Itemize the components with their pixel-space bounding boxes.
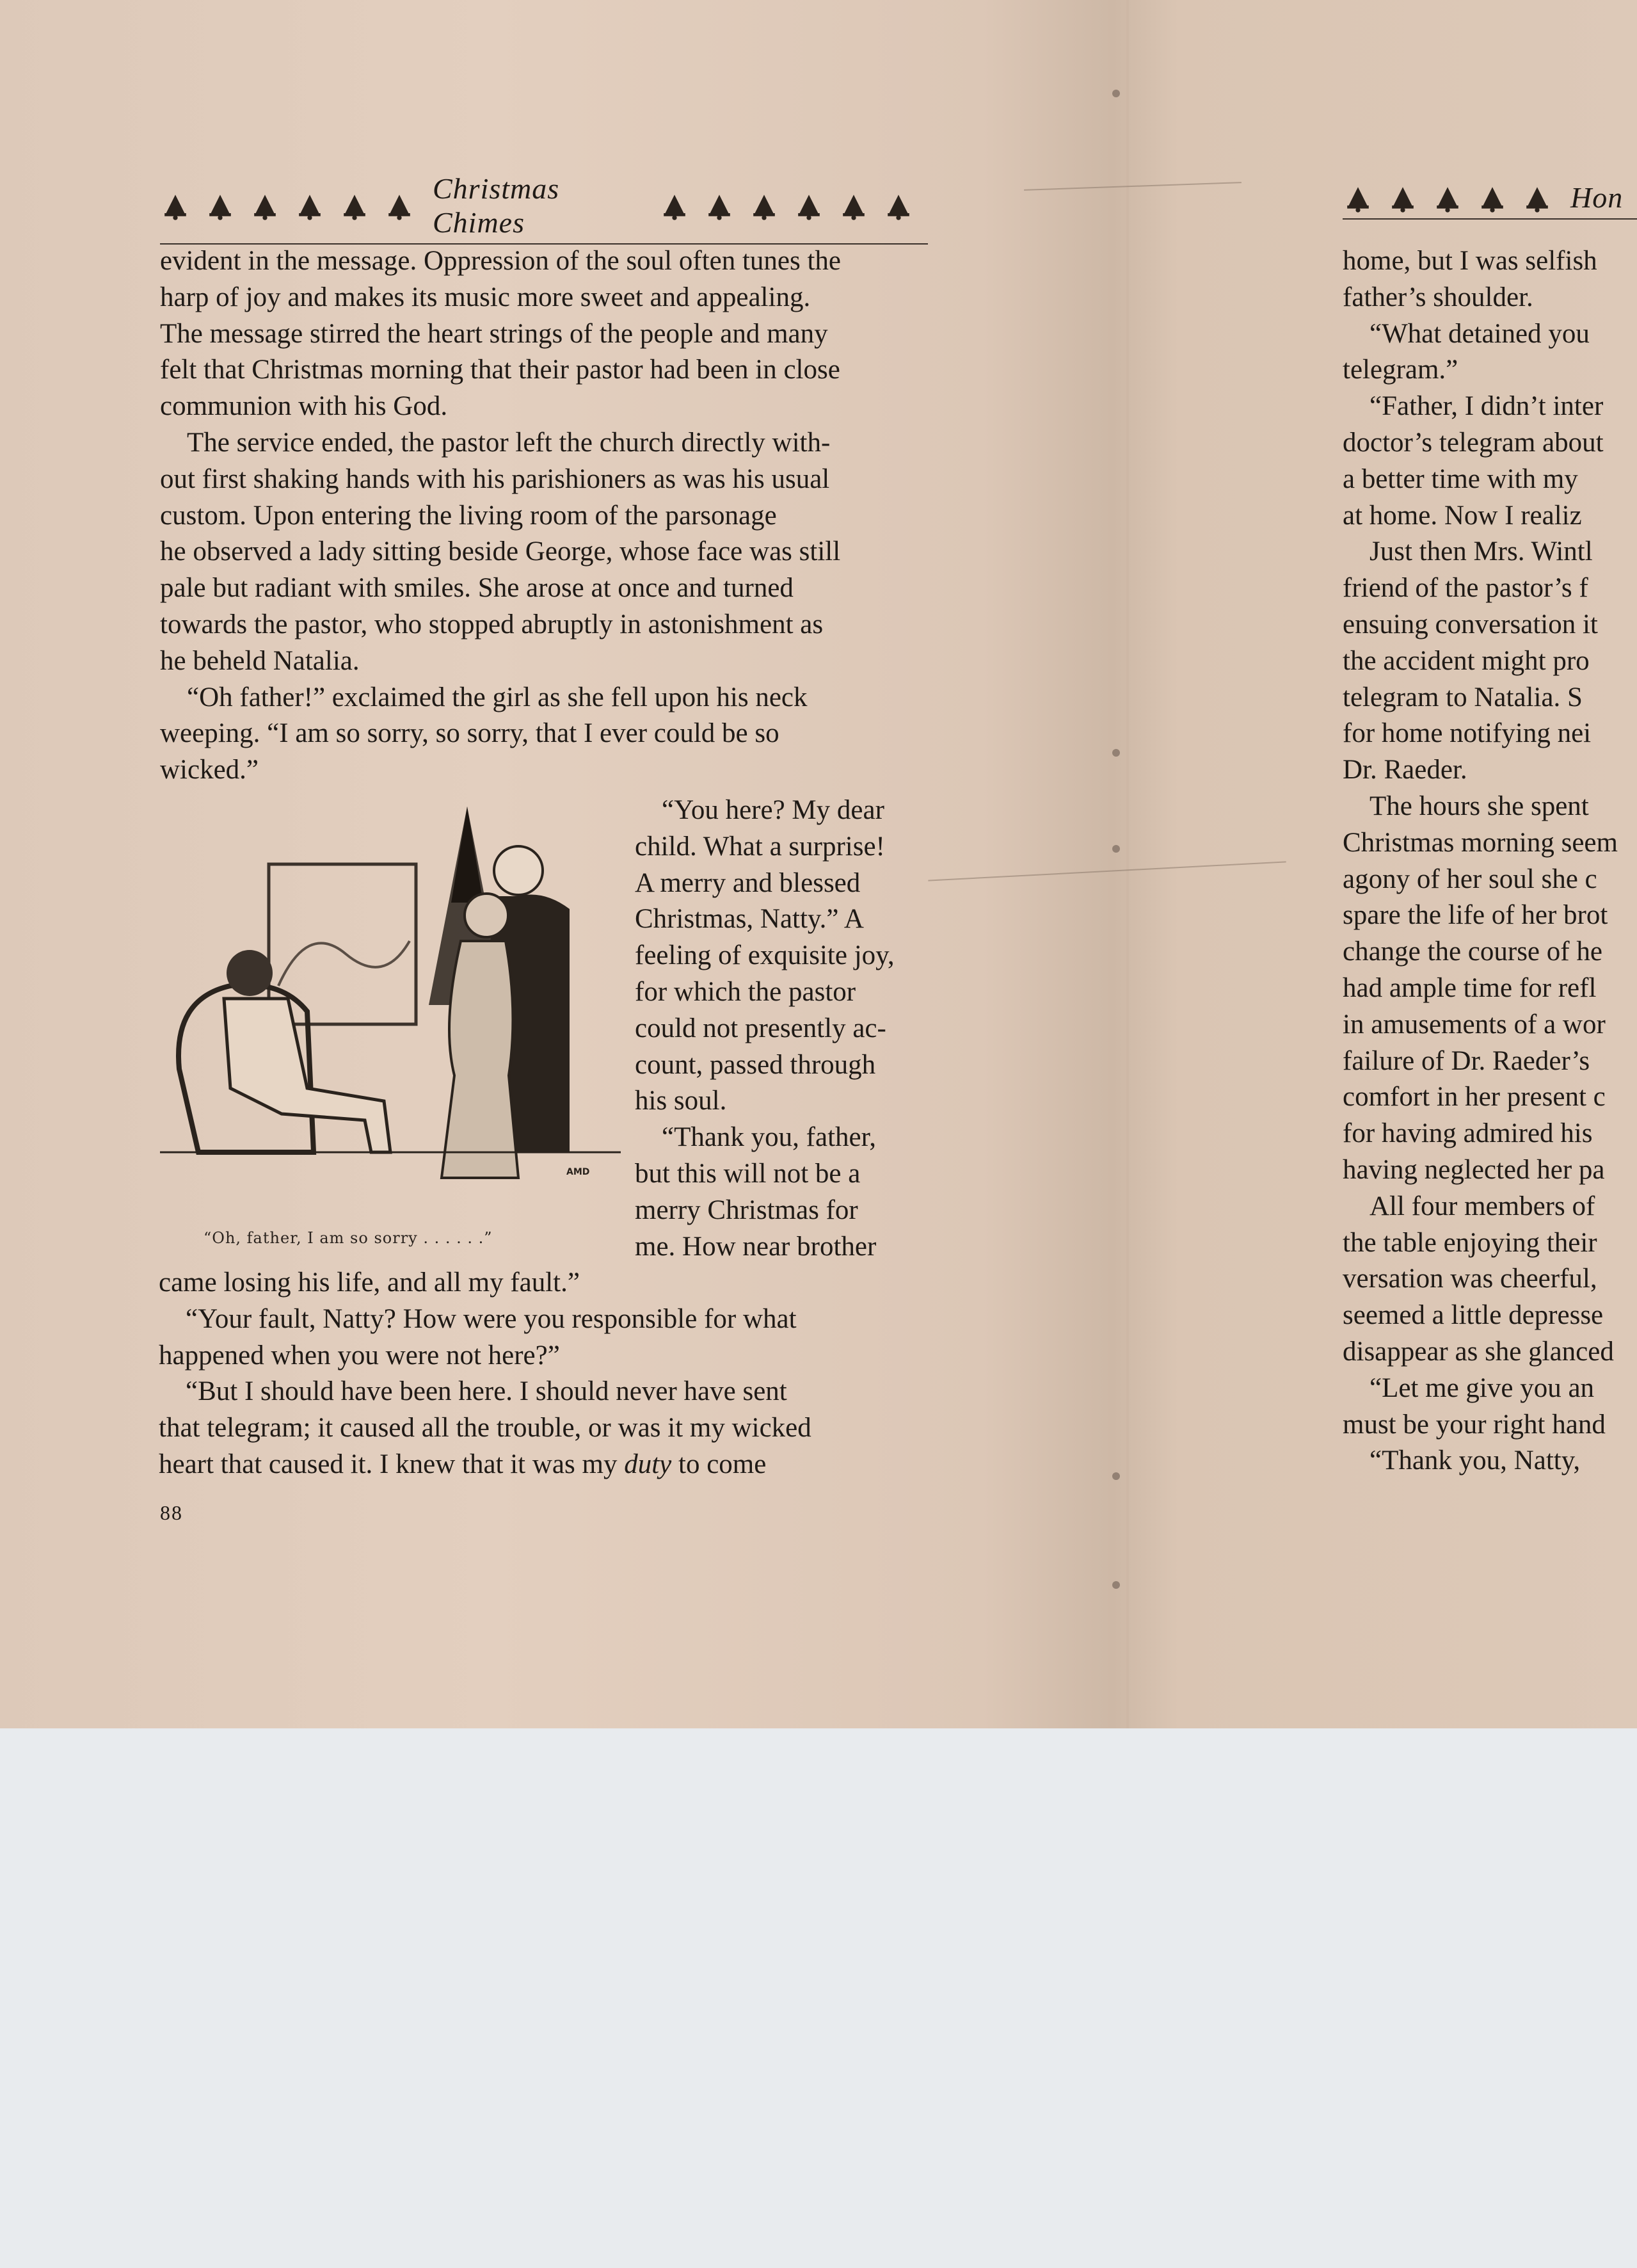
text-line: Christmas, Natty.” A <box>635 904 864 935</box>
text-line: All four members of <box>1369 1191 1595 1221</box>
text-line: he observed a lady sitting beside George, whose face was still <box>160 536 841 567</box>
text-line: custom. Upon entering the living room of the parsonage <box>160 500 777 531</box>
text-line: wicked.” <box>160 755 259 785</box>
text-line: the table enjoying their <box>1343 1227 1597 1258</box>
illustration-caption: “Oh, father, I am so sorry . . . . . .” <box>204 1229 493 1247</box>
bell-ornament-icon <box>704 190 735 221</box>
text-line: versation was cheerful, <box>1343 1264 1597 1294</box>
left-page-header <box>160 172 928 245</box>
text-line: ensuing conversation it <box>1343 609 1598 639</box>
text-line: for which the pastor <box>635 976 856 1007</box>
bell-ornament-icon <box>294 190 325 221</box>
bell-ornament-icon <box>160 190 191 221</box>
text-line: change the course of he <box>1343 937 1602 967</box>
text-line: “Oh father!” exclaimed the girl as she fell upon his neck <box>187 682 808 712</box>
text-line: pale but radiant with smiles. She arose at once and turned <box>160 573 794 604</box>
text-line: father’s shoulder. <box>1343 282 1533 312</box>
text-line: “But I should have been here. I should never have sent <box>186 1376 787 1407</box>
bell-ornament-icon <box>1522 182 1553 213</box>
text-line: a better time with my <box>1343 463 1578 494</box>
text-line: me. How near brother <box>635 1231 877 1262</box>
text-line-start: heart that caused it. I knew that it was my <box>159 1449 625 1479</box>
text-line: Dr. Raeder. <box>1343 755 1467 785</box>
artist-signature: AMD <box>566 1167 590 1177</box>
left-page-text-wrap <box>635 792 927 1265</box>
binding-hole <box>1112 1472 1120 1480</box>
text-line: “Father, I didn’t inter <box>1369 391 1604 422</box>
text-line: that telegram; it caused all the trouble, or was it my wicked <box>159 1413 811 1444</box>
text-line: felt that Christmas morning that their pastor had been in close <box>160 355 840 385</box>
bell-ornament-icon <box>749 190 779 221</box>
right-page-text <box>1343 243 1637 1479</box>
text-line: “Thank you, father, <box>662 1122 876 1153</box>
text-line: doctor’s telegram about <box>1343 427 1604 458</box>
text-line: spare the life of her brot <box>1343 900 1608 931</box>
text-line: A merry and blessed <box>635 867 861 898</box>
text-line: failure of Dr. Raeder’s <box>1343 1045 1590 1076</box>
text-line: happened when you were not here?” <box>159 1340 560 1371</box>
text-line: at home. Now I realiz <box>1343 500 1582 531</box>
emphasized-word: duty <box>624 1449 672 1479</box>
text-line: comfort in her present c <box>1343 1082 1606 1113</box>
text-line: home, but I was selfish <box>1343 246 1597 276</box>
text-line: for home notifying nei <box>1343 718 1592 749</box>
text-line: count, passed through <box>635 1049 876 1080</box>
binding-hole <box>1112 90 1120 97</box>
bell-ornament-icon <box>883 190 914 221</box>
text-line <box>159 1447 927 1483</box>
sketch-image <box>160 794 621 1216</box>
text-line: The service ended, the pastor left the church directly with- <box>187 427 831 458</box>
page-number: 88 <box>160 1501 183 1524</box>
text-line: could not presently ac- <box>635 1013 886 1043</box>
bell-ornament-icon <box>384 190 415 221</box>
text-line: out first shaking hands with his parishioners as was his usual <box>160 463 830 494</box>
text-line: came losing his life, and all my fault.” <box>159 1267 580 1298</box>
text-line: Just then Mrs. Wintl <box>1369 536 1593 567</box>
scanner-background <box>0 1728 1637 2268</box>
binding-hole <box>1112 1581 1120 1589</box>
bell-ornament-icon <box>1387 182 1418 213</box>
text-line: friend of the pastor’s f <box>1343 573 1588 604</box>
bell-ornament-icon <box>838 190 869 221</box>
running-title: Christmas Chimes <box>433 172 560 239</box>
bell-ornament-icon <box>250 190 280 221</box>
bell-ornament-icon <box>1477 182 1508 213</box>
left-page-text-bottom <box>159 1265 927 1483</box>
text-line: in amusements of a wor <box>1343 1009 1606 1040</box>
text-line: for having admired his <box>1343 1118 1593 1149</box>
text-line: “What detained you <box>1369 318 1590 349</box>
text-line: having neglected her pa <box>1343 1154 1605 1185</box>
text-line: “Your fault, Natty? How were you responsible for what <box>186 1303 797 1334</box>
text-line: agony of her soul she c <box>1343 864 1597 894</box>
bell-ornament-icon <box>1343 182 1373 213</box>
text-line: The message stirred the heart strings of the people and many <box>160 318 828 349</box>
text-line: “You here? My dear <box>662 795 884 825</box>
paper-crease <box>928 861 1286 881</box>
illustration-father-and-daughter <box>160 794 621 1216</box>
text-line: seemed a little depresse <box>1343 1300 1604 1331</box>
text-line: merry Christmas for <box>635 1194 858 1225</box>
text-line: his soul. <box>635 1086 727 1116</box>
text-line: evident in the message. Oppression of the soul often tunes the <box>160 246 842 276</box>
text-line: “Let me give you an <box>1369 1372 1595 1403</box>
text-line: disappear as she glanced <box>1343 1336 1614 1367</box>
paper-crease <box>1024 182 1242 191</box>
page-gutter <box>1126 0 1129 1728</box>
text-line: Christmas morning seem <box>1343 827 1618 858</box>
text-line: he beheld Natalia. <box>160 645 360 676</box>
text-line: harp of joy and makes its music more sweet and appealing. <box>160 282 811 312</box>
text-line: The hours she spent <box>1369 791 1589 821</box>
text-line: must be your right hand <box>1343 1409 1606 1440</box>
binding-hole <box>1112 845 1120 853</box>
text-line-end: to come <box>671 1449 767 1479</box>
left-page-text-top <box>160 243 928 789</box>
bell-ornament-icon <box>794 190 824 221</box>
text-line: the accident might pro <box>1343 645 1590 676</box>
text-line: child. What a surprise! <box>635 831 885 862</box>
right-page-header <box>1343 181 1637 220</box>
text-line: had ample time for refl <box>1343 972 1597 1003</box>
text-line: “Thank you, Natty, <box>1369 1445 1581 1476</box>
text-line: but this will not be a <box>635 1158 861 1189</box>
bell-ornament-icon <box>339 190 370 221</box>
text-line: telegram to Natalia. S <box>1343 682 1583 712</box>
bell-ornament-icon <box>659 190 690 221</box>
bell-ornament-icon <box>1432 182 1463 213</box>
running-title: Hon <box>1570 181 1624 214</box>
text-line: weeping. “I am so sorry, so sorry, that I ever could be so <box>160 718 779 749</box>
text-line: feeling of exquisite joy, <box>635 940 895 971</box>
text-line: telegram.” <box>1343 355 1458 385</box>
bell-ornament-icon <box>205 190 236 221</box>
binding-hole <box>1112 749 1120 757</box>
text-line: communion with his God. <box>160 391 448 422</box>
text-line: towards the pastor, who stopped abruptly in astonishment as <box>160 609 824 639</box>
